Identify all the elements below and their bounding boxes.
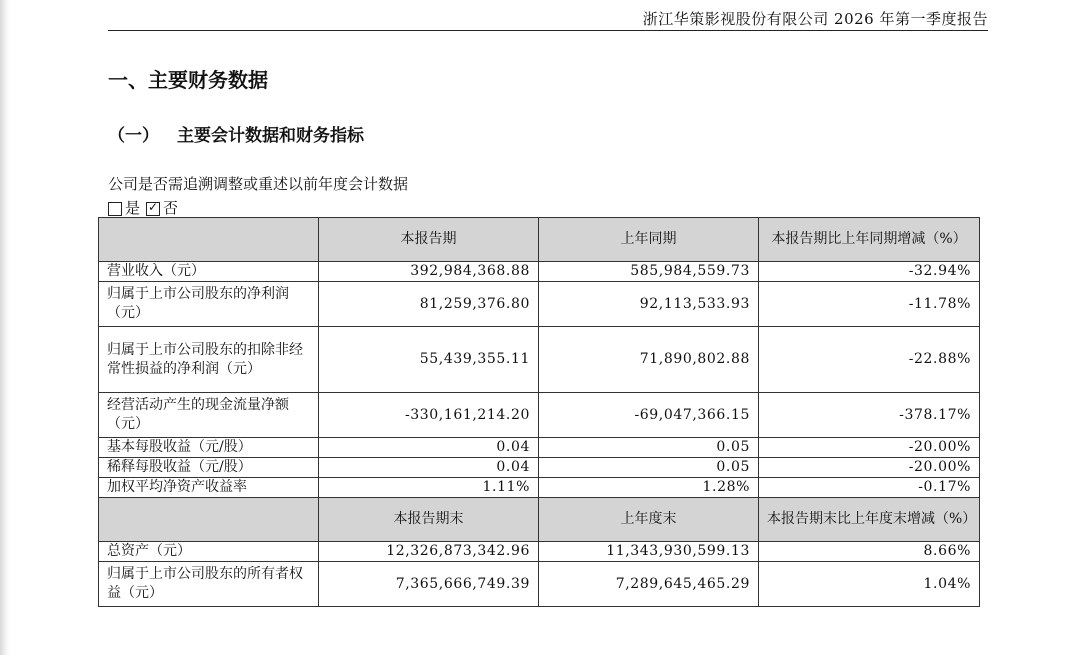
subsection-number: （一） [108, 126, 159, 146]
financial-data-table [98, 217, 980, 607]
change-percent: -32.94% [759, 262, 980, 282]
section-title: 一、主要财务数据 [108, 68, 268, 92]
header-rule [108, 30, 988, 31]
prior-period-value: 71,890,802.88 [539, 327, 759, 393]
checkbox-no[interactable] [146, 202, 160, 216]
option-no-label: 否 [163, 199, 179, 217]
prior-period-value: 0.05 [539, 438, 759, 458]
prior-year-end-value: 7,289,645,465.29 [539, 562, 759, 607]
change-percent: -378.17% [759, 393, 980, 438]
header-cell-blank [99, 498, 319, 542]
restatement-options [108, 197, 184, 218]
current-period-value: 0.04 [319, 458, 539, 478]
header-cell: 本报告期 [319, 218, 539, 262]
prior-period-value: -69,047,366.15 [539, 393, 759, 438]
prior-period-value: 585,984,559.73 [539, 262, 759, 282]
option-yes-label: 是 [125, 199, 141, 217]
change-percent: -20.00% [759, 458, 980, 478]
header-cell: 上年度末 [539, 498, 759, 542]
table-row [99, 282, 980, 327]
table-row [99, 393, 980, 438]
row-label: 归属于上市公司股东的扣除非经常性损益的净利润（元） [99, 327, 319, 393]
period-end-value: 7,365,666,749.39 [319, 562, 539, 607]
page-edge-shadow [0, 0, 10, 655]
period-end-value: 12,326,873,342.96 [319, 542, 539, 562]
change-percent: -11.78% [759, 282, 980, 327]
row-label: 加权平均净资产收益率 [99, 478, 319, 498]
subsection-title [108, 121, 364, 146]
change-percent: 1.04% [759, 562, 980, 607]
table-header-row [99, 218, 980, 262]
header-cell: 上年同期 [539, 218, 759, 262]
current-period-value: 0.04 [319, 438, 539, 458]
current-period-value: 81,259,376.80 [319, 282, 539, 327]
change-percent: 8.66% [759, 542, 980, 562]
change-percent: -0.17% [759, 478, 980, 498]
prior-period-value: 1.28% [539, 478, 759, 498]
row-label: 基本每股收益（元/股） [99, 438, 319, 458]
row-label: 归属于上市公司股东的所有者权益（元） [99, 562, 319, 607]
table-header-row [99, 498, 980, 542]
table-row [99, 458, 980, 478]
current-period-value: 55,439,355.11 [319, 327, 539, 393]
change-percent: -22.88% [759, 327, 980, 393]
row-label: 总资产（元） [99, 542, 319, 562]
table-row [99, 478, 980, 498]
prior-period-value: 0.05 [539, 458, 759, 478]
table-row [99, 562, 980, 607]
header-cell: 本报告期末比上年度末增减（%） [759, 498, 980, 542]
table-row [99, 542, 980, 562]
table-row [99, 327, 980, 393]
row-label: 稀释每股收益（元/股） [99, 458, 319, 478]
table-row [99, 262, 980, 282]
checkbox-yes[interactable] [108, 202, 122, 216]
header-cell-blank [99, 218, 319, 262]
row-label: 营业收入（元） [99, 262, 319, 282]
prior-period-value: 92,113,533.93 [539, 282, 759, 327]
restatement-question: 公司是否需追溯调整或重述以前年度会计数据 [108, 175, 409, 193]
current-period-value: -330,161,214.20 [319, 393, 539, 438]
row-label: 归属于上市公司股东的净利润（元） [99, 282, 319, 327]
change-percent: -20.00% [759, 438, 980, 458]
row-label: 经营活动产生的现金流量净额（元） [99, 393, 319, 438]
table-row [99, 438, 980, 458]
header-cell: 本报告期比上年同期增减（%） [759, 218, 980, 262]
subsection-text: 主要会计数据和财务指标 [177, 126, 364, 146]
current-period-value: 392,984,368.88 [319, 262, 539, 282]
current-period-value: 1.11% [319, 478, 539, 498]
document-header: 浙江华策影视股份有限公司 2026 年第一季度报告 [642, 10, 988, 28]
prior-year-end-value: 11,343,930,599.13 [539, 542, 759, 562]
header-cell: 本报告期末 [319, 498, 539, 542]
